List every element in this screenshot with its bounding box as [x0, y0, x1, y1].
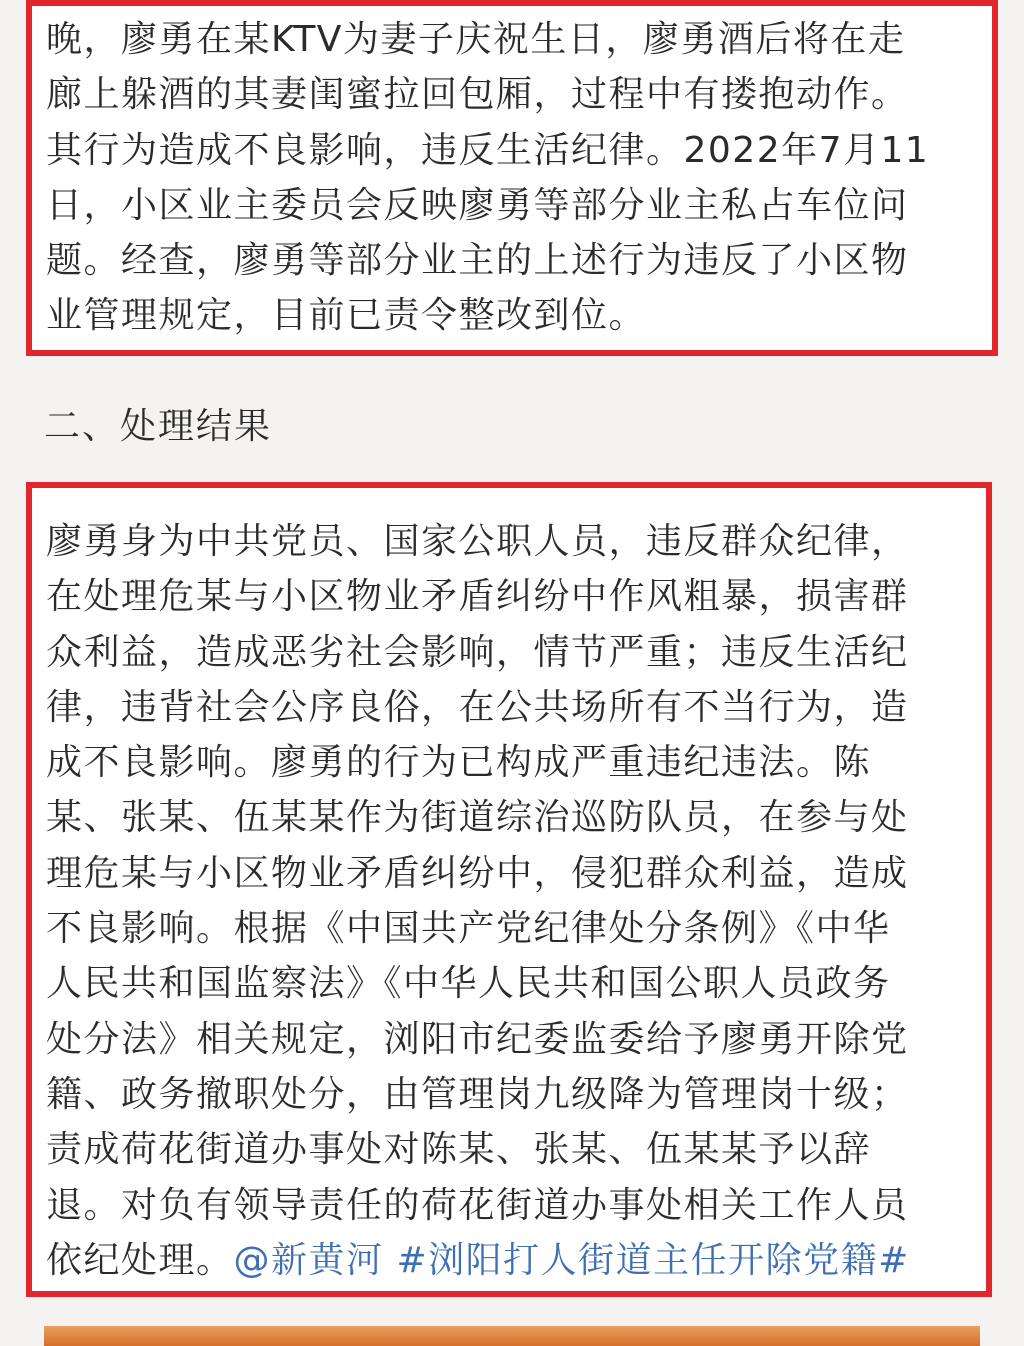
- text-line: 晚，廖勇在某KTV为妻子庆祝生日，廖勇酒后将在走: [46, 19, 906, 60]
- text-line: 退。对负有领导责任的荷花街道办事处相关工作人员: [46, 1184, 909, 1226]
- text-line: 不良影响。根据《中国共产党纪律处分条例》《中华: [46, 908, 891, 950]
- last-line-text: 依纪处理。: [46, 1239, 234, 1281]
- text-line: 成不良影响。廖勇的行为已构成严重违纪违法。陈: [46, 742, 872, 784]
- text-line: 日，小区业主委员会反映廖勇等部分业主私占车位问: [46, 184, 909, 226]
- text-line: 籍、政务撤职处分，由管理岗九级降为管理岗十级；: [46, 1073, 909, 1115]
- text-line: 廖勇身为中共党员、国家公职人员，违反群众纪律，: [46, 521, 909, 562]
- text-line: 处分法》相关规定，浏阳市纪委监委给予廖勇开除党: [46, 1018, 909, 1060]
- text-line: 业管理规定，目前已责令整改到位。: [46, 295, 647, 337]
- text-line: 律，违背社会公序良俗，在公共场所有不当行为，造: [46, 686, 909, 728]
- hashtag-link[interactable]: #浏阳打人街道主任开除党籍#: [396, 1239, 910, 1281]
- section-heading: 二、处理结果: [44, 406, 273, 447]
- highlight-box-background: [26, 0, 998, 356]
- text-line: 某、张某、伍某某作为街道综治巡防队员，在参与处: [46, 797, 909, 839]
- text-line: 在处理危某与小区物业矛盾纠纷中作风粗暴，损害群: [46, 576, 909, 618]
- mention-link[interactable]: @新黄河: [233, 1239, 384, 1281]
- text-line: 众利益，造成恶劣社会影响，情节严重；违反生活纪: [46, 631, 909, 673]
- text-line-last: [46, 1233, 978, 1288]
- text-line: 人民共和国监察法》《中华人民共和国公职人员政务: [46, 963, 891, 1005]
- text-line: 题。经查，廖勇等部分业主的上述行为违反了小区物: [46, 240, 909, 282]
- background-paragraph: [46, 12, 984, 344]
- text-line: 其行为造成不良影响，违反生活纪律。2022年7月11: [46, 129, 930, 171]
- text-line: 理危某与小区物业矛盾纠纷中，侵犯群众利益，造成: [46, 852, 909, 894]
- text-line: 廊上躲酒的其妻闺蜜拉回包厢，过程中有搂抱动作。: [46, 74, 909, 116]
- next-section-banner: [44, 1326, 980, 1346]
- highlight-box-result: [26, 482, 992, 1297]
- text-line: 责成荷花街道办事处对陈某、张某、伍某某予以辞: [46, 1129, 872, 1171]
- result-paragraph: [46, 514, 978, 1288]
